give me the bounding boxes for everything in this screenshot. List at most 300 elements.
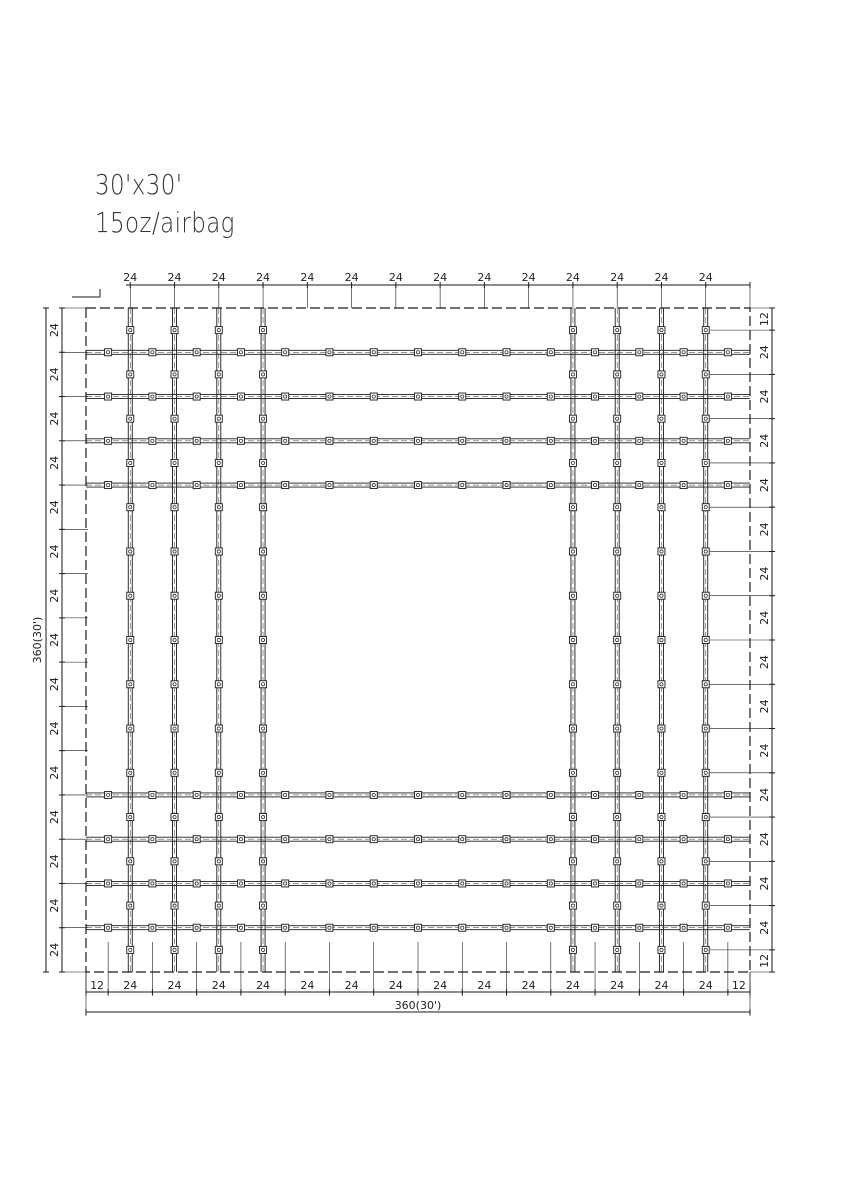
mount-point [127,327,134,334]
mount-point [237,437,244,444]
tube-grid [86,308,750,972]
mount-point [370,393,377,400]
mount-point [592,393,599,400]
mount-point [724,880,731,887]
mount-point [658,504,665,511]
mount-point [702,548,709,555]
mount-point [237,836,244,843]
top-dim-label: 24 [654,271,669,284]
mount-point [547,924,554,931]
right-dim-label: 24 [758,522,771,537]
mount-point [569,548,576,555]
left-dim-label: 24 [48,765,61,780]
mount-point [326,836,333,843]
top-dim-label: 24 [123,271,138,284]
left-dim-label: 24 [48,721,61,736]
mount-point [702,902,709,909]
mount-point [127,946,134,953]
mount-point [547,437,554,444]
mount-point [127,681,134,688]
mount-point [193,482,200,489]
left-dim-label: 24 [48,633,61,647]
mount-point [702,592,709,599]
mount-point [658,548,665,555]
mount-point [237,924,244,931]
mount-point [614,769,621,776]
mount-point [569,371,576,378]
mount-point [326,791,333,798]
mount-point [370,482,377,489]
mount-point [260,504,267,511]
mount-point [592,349,599,356]
mount-point [149,482,156,489]
mount-point [614,504,621,511]
mount-point [193,880,200,887]
right-dim-label: 24 [758,699,771,714]
mount-point [215,327,222,334]
mount-point [614,371,621,378]
mount-point [171,902,178,909]
mount-point [127,592,134,599]
mount-point [215,459,222,466]
mount-point [415,482,422,489]
mount-point [724,791,731,798]
mount-point [215,681,222,688]
mount-point [260,415,267,422]
mount-point [215,858,222,865]
right-dim-label: 12 [758,953,771,968]
bottom-dim-label: 24 [167,979,182,992]
mount-point [658,769,665,776]
mount-point [149,880,156,887]
mount-point [149,836,156,843]
overall-height-label: 360(30') [31,616,44,664]
mount-point [415,437,422,444]
mount-point [415,791,422,798]
mount-point [260,769,267,776]
mount-point [215,592,222,599]
mount-point [370,437,377,444]
mount-point [171,371,178,378]
top-dim-label: 24 [300,271,315,284]
left-dim-label: 24 [48,588,61,603]
mount-point [215,504,222,511]
mount-point [260,327,267,334]
mount-point [636,924,643,931]
mount-point [636,880,643,887]
mount-point [370,836,377,843]
bottom-dim-label: 24 [654,979,669,992]
mount-point [149,924,156,931]
mount-point [459,791,466,798]
bottom-dim-label: 24 [344,979,359,992]
right-dim-label: 12 [758,312,771,327]
mount-point [215,637,222,644]
bottom-dim-label: 12 [90,979,105,992]
mount-point [282,482,289,489]
mount-point [282,924,289,931]
top-dim-label: 24 [433,271,448,284]
mount-point [569,504,576,511]
mount-point [260,637,267,644]
mount-point [614,592,621,599]
mount-point [724,924,731,931]
mount-point [592,924,599,931]
left-dim-label: 24 [48,323,61,338]
mount-point [592,437,599,444]
mount-point [636,791,643,798]
mount-point [636,437,643,444]
left-dim-label: 24 [48,500,61,515]
mount-point [636,836,643,843]
bottom-dim-label: 24 [256,979,271,992]
mount-point [171,415,178,422]
right-dim-label: 24 [758,743,771,758]
mount-point [547,349,554,356]
bottom-dim-label: 24 [123,979,138,992]
mount-point [592,836,599,843]
mount-point [171,637,178,644]
mount-point [636,349,643,356]
mount-point [282,791,289,798]
mount-point [724,836,731,843]
mount-point [415,349,422,356]
mount-point [171,592,178,599]
mount-point [702,371,709,378]
mount-point [702,637,709,644]
outer-frame [86,308,750,972]
mount-point [237,349,244,356]
mount-point [193,924,200,931]
mount-point [171,814,178,821]
mount-point [547,482,554,489]
mount-point [592,791,599,798]
mount-point [680,393,687,400]
right-dim-label: 24 [758,389,771,404]
mount-point [127,548,134,555]
mount-point [658,681,665,688]
mount-point [724,349,731,356]
mount-point [503,791,510,798]
mount-point [547,836,554,843]
mount-point [215,769,222,776]
mount-point [658,415,665,422]
mount-point [105,393,112,400]
mount-point [503,482,510,489]
title-size: 30'x30' [95,168,183,201]
mount-point [326,349,333,356]
mount-point [569,681,576,688]
mount-point [127,769,134,776]
right-dim-label: 24 [758,610,771,625]
mount-point [193,349,200,356]
mount-point [127,902,134,909]
mount-point [105,349,112,356]
mount-point [547,880,554,887]
mount-point [614,902,621,909]
mount-point [171,548,178,555]
mount-point [171,858,178,865]
mount-point [614,946,621,953]
mount-point [171,769,178,776]
mount-point [569,902,576,909]
bottom-dim-label: 24 [698,979,713,992]
mount-point [127,637,134,644]
mount-point [503,393,510,400]
mount-point [503,880,510,887]
mount-point [370,924,377,931]
mount-point [680,349,687,356]
mount-point [127,504,134,511]
mount-point [127,459,134,466]
mount-point [569,725,576,732]
top-dim-label: 24 [167,271,182,284]
left-dim-label: 24 [48,854,61,869]
mount-point [658,637,665,644]
right-dim-label: 24 [758,920,771,935]
mount-point [503,836,510,843]
mount-point [569,327,576,334]
mount-point [282,880,289,887]
mount-point [724,393,731,400]
outer-frame-border [86,308,750,972]
right-dim-label: 24 [758,345,771,360]
right-dim-label: 24 [758,478,771,493]
mount-point [127,725,134,732]
mount-point [260,459,267,466]
top-dim-label: 24 [256,271,271,284]
mount-point [105,437,112,444]
mount-point [326,482,333,489]
mount-point [503,924,510,931]
bottom-dim-label: 24 [388,979,403,992]
right-dim-label: 24 [758,566,771,581]
top-dim-label: 24 [388,271,403,284]
mount-point [105,836,112,843]
mount-point [282,349,289,356]
mount-point [614,681,621,688]
mount-point [326,437,333,444]
mount-point [215,725,222,732]
mount-point [237,393,244,400]
mount-point [127,814,134,821]
mount-point [215,814,222,821]
left-dim-label: 24 [48,455,61,470]
mount-point [569,459,576,466]
bottom-dim-label: 24 [477,979,492,992]
mount-point [658,371,665,378]
mount-point [260,858,267,865]
mount-point [569,769,576,776]
left-dim-label: 24 [48,677,61,692]
bottom-dim-label: 24 [610,979,625,992]
mount-point [282,393,289,400]
mount-point [149,393,156,400]
mount-point [459,437,466,444]
mount-point [171,946,178,953]
mount-point [415,924,422,931]
mount-point [105,791,112,798]
mount-point [237,880,244,887]
mount-point [569,415,576,422]
mount-points [105,327,732,954]
mount-point [503,437,510,444]
mount-point [569,814,576,821]
top-dim-label: 24 [477,271,492,284]
mount-point [260,902,267,909]
bottom-dim-label: 12 [731,979,746,992]
mount-point [702,769,709,776]
mount-point [658,725,665,732]
mount-point [260,592,267,599]
right-dim-label: 24 [758,832,771,847]
mount-point [260,681,267,688]
mount-point [547,791,554,798]
left-dim-label: 24 [48,411,61,426]
top-dim-label: 24 [211,271,226,284]
mount-point [193,393,200,400]
mount-point [636,393,643,400]
mount-point [260,946,267,953]
mount-point [614,459,621,466]
mount-point [680,791,687,798]
mount-point [193,836,200,843]
mount-point [171,459,178,466]
mount-point [636,482,643,489]
overall-width-label: 360(30') [394,999,442,1012]
mount-point [215,415,222,422]
mount-point [459,880,466,887]
top-dim-label: 24 [698,271,713,284]
mount-point [260,814,267,821]
mount-point [370,880,377,887]
mount-point [171,681,178,688]
mount-point [569,946,576,953]
mount-point [237,482,244,489]
mount-point [149,437,156,444]
mount-point [614,814,621,821]
mount-point [680,482,687,489]
mount-point [326,924,333,931]
title-material: 15oz/airbag [95,206,235,239]
left-dim-label: 24 [48,544,61,559]
mount-point [702,725,709,732]
mount-point [237,791,244,798]
top-dim-label: 24 [344,271,359,284]
mount-point [370,791,377,798]
mount-point [614,637,621,644]
bottom-dim-label: 24 [433,979,448,992]
mount-point [171,725,178,732]
mount-point [459,482,466,489]
left-dim-label: 24 [48,367,61,382]
mount-point [215,902,222,909]
mount-point [127,371,134,378]
mount-point [614,548,621,555]
mount-point [702,459,709,466]
bottom-dim-label: 24 [211,979,226,992]
mount-point [724,437,731,444]
mount-point [459,836,466,843]
mount-point [171,504,178,511]
mount-point [702,415,709,422]
mount-point [193,791,200,798]
mount-point [680,836,687,843]
mount-point [193,437,200,444]
mount-point [282,437,289,444]
bottom-dim-label: 24 [300,979,315,992]
mount-point [149,791,156,798]
left-dim-label: 24 [48,942,61,957]
mount-point [370,349,377,356]
mount-point [215,548,222,555]
mount-point [658,327,665,334]
mount-point [326,880,333,887]
mount-point [415,880,422,887]
mount-point [127,415,134,422]
mount-point [592,880,599,887]
mount-point [459,393,466,400]
mount-point [260,725,267,732]
mount-point [260,371,267,378]
mount-point [326,393,333,400]
mount-point [415,393,422,400]
mount-point [282,836,289,843]
mount-point [680,437,687,444]
mount-point [702,681,709,688]
left-dim-label: 24 [48,810,61,825]
mount-point [614,327,621,334]
mount-point [614,858,621,865]
mount-point [614,725,621,732]
right-dim-label: 24 [758,787,771,802]
mount-point [215,946,222,953]
mount-point [658,946,665,953]
mount-point [569,858,576,865]
mount-point [614,415,621,422]
mount-point [702,946,709,953]
mount-point [702,327,709,334]
mount-point [105,924,112,931]
mount-point [702,814,709,821]
right-dim-label: 24 [758,876,771,891]
mount-point [680,880,687,887]
mount-point [680,924,687,931]
mount-point [149,349,156,356]
mount-point [459,349,466,356]
mount-point [260,548,267,555]
top-dim-label: 24 [521,271,536,284]
mount-point [724,482,731,489]
bottom-dim-label: 24 [565,979,580,992]
mount-point [105,482,112,489]
top-dim-label: 24 [610,271,625,284]
mount-point [127,858,134,865]
right-dim-label: 24 [758,433,771,448]
mount-point [592,482,599,489]
mount-point [658,459,665,466]
mount-point [569,637,576,644]
mount-point [702,858,709,865]
mount-point [658,858,665,865]
mount-point [503,349,510,356]
mount-point [459,924,466,931]
mount-point [658,592,665,599]
mount-point [171,327,178,334]
mount-point [105,880,112,887]
right-dim-label: 24 [758,655,771,670]
mount-point [415,836,422,843]
